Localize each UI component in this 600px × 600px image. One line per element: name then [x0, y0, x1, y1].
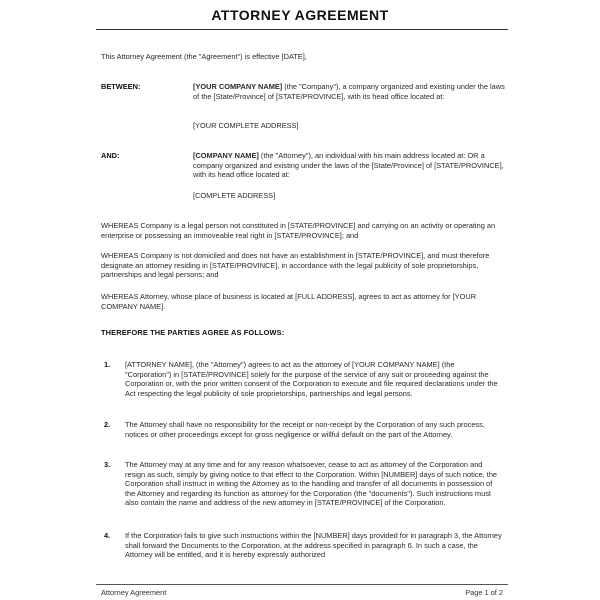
between-address: [YOUR COMPLETE ADDRESS] [193, 121, 299, 130]
item-number: 1. [104, 360, 111, 369]
and-label: AND: [101, 151, 120, 160]
agreement-heading: THEREFORE THE PARTIES AGREE AS FOLLOWS: [101, 328, 285, 337]
document-title: ATTORNEY AGREEMENT [211, 7, 389, 23]
agreement-item-2: The Attorney shall have no responsibility for the receipt or non-receipt by the Corporation of any such process, notices or other proceedings except for gross negligence or willful default on the part of the Attorney. [125, 420, 485, 439]
agreement-item-3: The Attorney may at any time and for any reason whatsoever, cease to act as attorney of the Corporation and resign as such, simply by giving notice to that effect to the Corporation. Within [NUMBER] days of such notice, the Corporation shall instruct in writing the Attorney as to the handling and transfer of all documents in possession of the Attorney and regarding its function as attorney for the Corporation (the "documents"). Such instructions must also contain the name and address of the new attorney in [STATE/PROVINCE] of the Corporation. [125, 460, 498, 508]
and-party-text: (the "Attorney"), an individual with his main address located at: OR a company organized and existing under the laws of the [State/Province] of [STATE/PROVINCE], with its head office located at: [193, 151, 504, 180]
and-address: [COMPLETE ADDRESS] [193, 191, 276, 200]
whereas-paragraph-3: WHEREAS Attorney, whose place of business is located at [FULL ADDRESS], agrees to act as attorney for [YOUR COMPANY NAME]. [101, 292, 477, 311]
between-party-text: (the "Company"), a company organized and existing under the laws of the [State/Province] of [STATE/PROVINCE], with its head office located at: [193, 82, 505, 101]
item-number: 2. [104, 420, 111, 429]
between-party-name: [YOUR COMPANY NAME] [193, 82, 283, 91]
footer-page-number: Page 1 of 2 [465, 588, 503, 597]
between-label: BETWEEN: [101, 82, 141, 91]
footer-divider [96, 584, 508, 585]
title-divider [96, 29, 508, 30]
whereas-paragraph-1: WHEREAS Company is a legal person not constituted in [STATE/PROVINCE] and carrying on an activity or operating an enterprise or possessing an immoveable real right in [STATE/PROVINCE]; and [101, 221, 496, 240]
whereas-paragraph-2: WHEREAS Company is not domiciled and does not have an establishment in [STATE/PROVINCE], and must therefore designate an attorney residing in [STATE/PROVINCE], in accordance with the legal publicity of sole proprietorships, partnerships and legal persons; and [101, 251, 490, 280]
item-number: 4. [104, 531, 111, 540]
item-number: 3. [104, 460, 111, 469]
intro-paragraph: This Attorney Agreement (the "Agreement") is effective [DATE], [101, 52, 307, 61]
footer-document-name: Attorney Agreement [101, 588, 167, 597]
agreement-item-1: [ATTORNEY NAME], (the "Attorney") agrees to act as the attorney of [YOUR COMPANY NAME] (the "Corporation") in [STATE/PROVINCE] solely for the purpose of the service of any suit or proceeding against the Corporation or, with the prior written consent of the Corporation to execute and file required declarations under the Act respecting the legal publicity of sole proprietorships, partnerships and legal persons. [125, 360, 498, 398]
and-party-name: [COMPANY NAME] [193, 151, 259, 160]
and-party [193, 151, 505, 180]
agreement-item-4: If the Corporation fails to give such instructions within the [NUMBER] days provided for in paragraph 3, the Attorney shall forward the Documents to the Corporation, at the address specified in paragraph 6. In such a case, the Attorney will be entitled, and it is hereby expressly authorized [125, 531, 502, 560]
between-party [193, 82, 505, 101]
